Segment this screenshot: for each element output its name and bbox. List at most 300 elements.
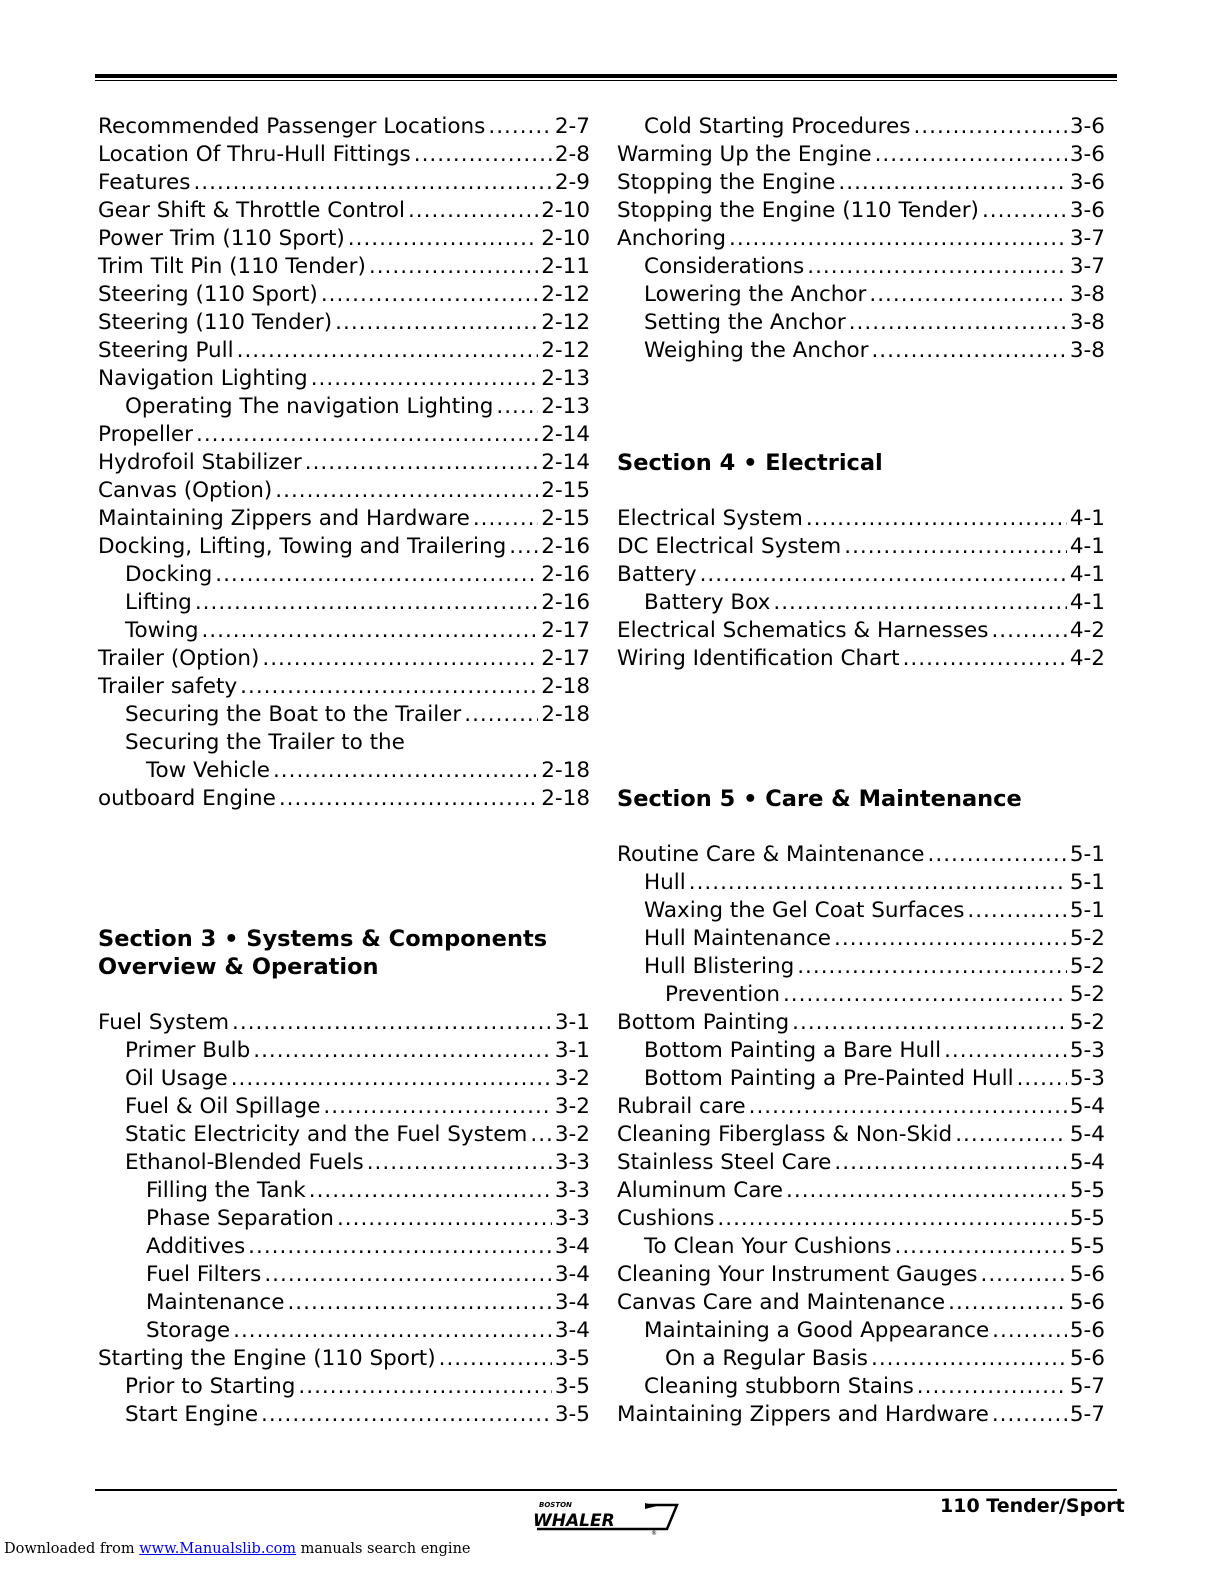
dot-leader [903, 645, 1067, 673]
toc-entry[interactable] [98, 1093, 590, 1121]
toc-entry-title: Navigation Lighting [98, 366, 308, 391]
dot-leader [488, 113, 551, 141]
toc-entry[interactable] [617, 561, 1105, 589]
dot-leader [967, 897, 1066, 925]
toc-entry-title: Storage [146, 1318, 231, 1343]
toc-entry[interactable] [98, 365, 590, 393]
section-heading: Section 5 • Care & Maintenance [617, 786, 1022, 812]
dot-leader [335, 309, 538, 337]
toc-entry-title: Primer Bulb [125, 1038, 251, 1063]
toc-page-number: 2-7 [554, 114, 590, 139]
toc-page-number: 3-5 [554, 1402, 590, 1427]
toc-entry-title: Electrical Schematics & Harnesses [617, 618, 989, 643]
toc-entry-title: Recommended Passenger Locations [98, 114, 486, 139]
toc-entry[interactable] [98, 225, 590, 253]
toc-entry[interactable] [617, 113, 1105, 141]
toc-page-number: 5-1 [1069, 870, 1105, 895]
dot-leader [689, 869, 1067, 897]
toc-entry-title: Canvas (Option) [98, 478, 273, 503]
dot-leader [287, 1289, 551, 1317]
toc-page-number: 2-15 [541, 478, 590, 503]
toc-entry[interactable] [617, 1093, 1105, 1121]
toc-entry[interactable] [98, 505, 590, 533]
toc-entry-title: Cushions [617, 1206, 715, 1231]
dot-leader [749, 1093, 1067, 1121]
toc-page-number: 3-6 [1069, 114, 1105, 139]
spacer [617, 757, 1105, 785]
toc-entry-title: Towing [125, 618, 199, 643]
toc-entry[interactable] [617, 1401, 1105, 1429]
toc-left-column [98, 113, 590, 1429]
toc-entry-title: Start Engine [125, 1402, 259, 1427]
toc-page-number: 3-1 [554, 1010, 590, 1035]
dot-leader [201, 617, 538, 645]
section-heading: Section 4 • Electrical [617, 450, 883, 476]
toc-entry-title: Fuel & Oil Spillage [125, 1094, 321, 1119]
toc-page-number: 2-16 [541, 534, 590, 559]
toc-page-number: 3-2 [554, 1122, 590, 1147]
toc-entry[interactable] [98, 1009, 590, 1037]
toc-entry[interactable] [617, 1121, 1105, 1149]
spacer [617, 421, 1105, 449]
toc-entry-title: Operating The navigation Lighting [125, 394, 494, 419]
toc-page-number: 3-8 [1069, 338, 1105, 363]
dot-leader [792, 1009, 1067, 1037]
toc-entry[interactable] [98, 1121, 590, 1149]
toc-page-number: 3-2 [554, 1066, 590, 1091]
toc-entry[interactable] [617, 1205, 1105, 1233]
toc-entry[interactable] [617, 253, 1105, 281]
toc-page-number: 5-6 [1069, 1346, 1105, 1371]
toc-entry-title: Stopping the Engine (110 Tender) [617, 198, 979, 223]
dot-leader [311, 365, 539, 393]
toc-entry[interactable] [98, 281, 590, 309]
dot-leader [240, 673, 538, 701]
toc-entry[interactable] [98, 1317, 590, 1345]
dot-leader [992, 1401, 1067, 1429]
toc-entry[interactable] [98, 1205, 590, 1233]
toc-page-number: 3-6 [1069, 142, 1105, 167]
toc-entry[interactable] [98, 1065, 590, 1093]
toc-page-number: 5-4 [1069, 1094, 1105, 1119]
toc-page-number: 2-17 [541, 646, 590, 671]
toc-page-number: 3-1 [554, 1038, 590, 1063]
download-suffix: manuals search engine [300, 1541, 471, 1557]
toc-page-number: 3-8 [1069, 282, 1105, 307]
dot-leader [844, 533, 1067, 561]
toc-entry-title: Filling the Tank [146, 1178, 306, 1203]
dot-leader [871, 1345, 1067, 1373]
toc-page-number: 3-4 [554, 1290, 590, 1315]
toc-entry[interactable] [98, 1261, 590, 1289]
toc-page-number: 5-6 [1069, 1290, 1105, 1315]
dot-leader [797, 953, 1067, 981]
toc-entry[interactable] [617, 617, 1105, 645]
toc-entry-title: Prior to Starting [125, 1374, 296, 1399]
toc-entry-title: Docking [125, 562, 213, 587]
toc-entry[interactable] [98, 1177, 590, 1205]
toc-entry-title: Hull Blistering [644, 954, 795, 979]
toc-entry-title: Cleaning stubborn Stains [644, 1374, 914, 1399]
dot-leader [928, 841, 1067, 869]
spacer [617, 365, 1105, 393]
toc-entry[interactable] [617, 141, 1105, 169]
toc-entry-title: Propeller [98, 422, 193, 447]
toc-entry[interactable] [98, 673, 590, 701]
toc-entry-title: Electrical System [617, 506, 803, 531]
toc-entry[interactable] [98, 533, 590, 561]
toc-entry[interactable] [617, 281, 1105, 309]
toc-entry[interactable] [98, 421, 590, 449]
toc-entry[interactable] [617, 1289, 1105, 1317]
dot-leader [231, 1065, 552, 1093]
dot-leader [948, 1289, 1067, 1317]
toc-entry[interactable] [617, 925, 1105, 953]
toc-entry[interactable] [617, 1345, 1105, 1373]
dot-leader [369, 253, 538, 281]
manualslib-link[interactable]: www.Manualslib.com [139, 1541, 297, 1557]
toc-page-number: 5-5 [1069, 1234, 1105, 1259]
toc-entry[interactable] [617, 309, 1105, 337]
toc-entry-title: Starting the Engine (110 Sport) [98, 1346, 436, 1371]
toc-page-number: 4-1 [1069, 562, 1105, 587]
toc-entry-title: Docking, Lifting, Towing and Trailering [98, 534, 507, 559]
dot-leader [509, 533, 538, 561]
toc-entry-title: Anchoring [617, 226, 727, 251]
toc-entry[interactable] [98, 1037, 590, 1065]
dot-leader [530, 1121, 552, 1149]
toc-page-number: 3-5 [554, 1346, 590, 1371]
toc-entry[interactable] [617, 533, 1105, 561]
toc-entry[interactable] [98, 197, 590, 225]
toc-page-number: 3-3 [554, 1178, 590, 1203]
toc-entry-title: Phase Separation [146, 1206, 334, 1231]
toc-entry[interactable] [98, 477, 590, 505]
dot-leader [323, 1093, 551, 1121]
spacer [617, 477, 1105, 505]
toc-entry-title: Maintaining a Good Appearance [644, 1318, 990, 1343]
toc-entry[interactable] [617, 1317, 1105, 1345]
dot-leader [982, 197, 1067, 225]
toc-entry[interactable] [617, 841, 1105, 869]
spacer [98, 869, 590, 897]
toc-entry-title: Cold Starting Procedures [644, 114, 911, 139]
dot-leader [894, 1233, 1066, 1261]
dot-leader [196, 421, 538, 449]
dot-leader [992, 1317, 1067, 1345]
toc-entry[interactable] [98, 645, 590, 673]
toc-page-number: 5-2 [1069, 954, 1105, 979]
dot-leader [464, 701, 538, 729]
toc-page-number: 2-10 [541, 226, 590, 251]
toc-right-column [617, 113, 1105, 1429]
toc-entry-title: Lifting [125, 590, 192, 615]
dot-leader [807, 253, 1067, 281]
download-notice [4, 1541, 471, 1557]
toc-page-number: 3-4 [554, 1318, 590, 1343]
toc-entry-title: Weighing the Anchor [644, 338, 869, 363]
toc-entry[interactable] [617, 169, 1105, 197]
toc-page-number: 2-14 [541, 450, 590, 475]
dot-leader [981, 1261, 1067, 1289]
toc-page-number: 3-6 [1069, 170, 1105, 195]
toc-entry-title: Maintaining Zippers and Hardware [617, 1402, 989, 1427]
toc-entry-title: Cleaning Your Instrument Gauges [617, 1262, 978, 1287]
dot-leader [991, 617, 1066, 645]
toc-page-number: 2-18 [541, 674, 590, 699]
dot-leader [955, 1121, 1067, 1149]
dot-leader [264, 1261, 552, 1289]
toc-entry-title: To Clean Your Cushions [644, 1234, 892, 1259]
dot-leader [838, 169, 1066, 197]
toc-entry[interactable] [98, 1233, 590, 1261]
toc-entry[interactable] [617, 869, 1105, 897]
toc-page-number: 2-12 [541, 282, 590, 307]
toc-entry-title: Maintenance [146, 1290, 285, 1315]
toc-entry-title: Hull [644, 870, 686, 895]
dot-leader [237, 337, 539, 365]
dot-leader [232, 1009, 552, 1037]
toc-entry[interactable] [617, 589, 1105, 617]
dot-leader [321, 281, 538, 309]
toc-page-number: 4-2 [1069, 618, 1105, 643]
toc-entry[interactable] [617, 1373, 1105, 1401]
toc-entry-title: Steering (110 Sport) [98, 282, 318, 307]
toc-entry-title: Considerations [644, 254, 805, 279]
toc-entry[interactable] [98, 561, 590, 589]
toc-entry[interactable] [617, 1233, 1105, 1261]
toc-entry[interactable] [617, 1037, 1105, 1065]
toc-entry[interactable] [617, 981, 1105, 1009]
dot-leader [1017, 1065, 1067, 1093]
toc-entry-title: Fuel Filters [146, 1262, 262, 1287]
toc-entry-title: Maintaining Zippers and Hardware [98, 506, 470, 531]
toc-entry-title: Oil Usage [125, 1066, 228, 1091]
dot-leader [875, 141, 1067, 169]
toc-page-number: 5-4 [1069, 1122, 1105, 1147]
dot-leader [337, 1205, 552, 1233]
header-rule-thin [95, 80, 1117, 81]
toc-page-number: 2-15 [541, 506, 590, 531]
toc-entry[interactable] [98, 757, 590, 785]
toc-page-number: 2-17 [541, 618, 590, 643]
toc-page-number: 2-9 [554, 170, 590, 195]
toc-entry[interactable] [98, 113, 590, 141]
dot-leader [309, 1177, 552, 1205]
toc-entry[interactable] [98, 785, 590, 813]
toc-page-number: 5-2 [1069, 982, 1105, 1007]
toc-entry[interactable] [617, 225, 1105, 253]
dot-leader [233, 1317, 552, 1345]
download-prefix: Downloaded from [4, 1541, 135, 1557]
toc-entry-title: Stopping the Engine [617, 170, 836, 195]
toc-entry[interactable] [98, 589, 590, 617]
toc-entry-title: Cleaning Fiberglass & Non-Skid [617, 1122, 953, 1147]
toc-page-number: 3-4 [554, 1234, 590, 1259]
toc-entry[interactable] [617, 197, 1105, 225]
toc-page-number: 2-16 [541, 590, 590, 615]
toc-entry-title: outboard Engine [98, 786, 276, 811]
dot-leader [834, 925, 1067, 953]
toc-page-number: 2-8 [554, 142, 590, 167]
toc-entry[interactable] [617, 953, 1105, 981]
toc-page-number: 5-3 [1069, 1066, 1105, 1091]
toc-entry-title: Aluminum Care [617, 1178, 784, 1203]
toc-page-number: 5-6 [1069, 1262, 1105, 1287]
spacer [98, 813, 590, 841]
toc-page-number: 5-4 [1069, 1150, 1105, 1175]
toc-entry-title: Ethanol-Blended Fuels [125, 1150, 364, 1175]
toc-entry-title: Location Of Thru-Hull Fittings [98, 142, 411, 167]
toc-page-number: 2-16 [541, 562, 590, 587]
toc-entry[interactable] [98, 1345, 590, 1373]
toc-entry-title: Lowering the Anchor [644, 282, 867, 307]
dot-leader [729, 225, 1067, 253]
spacer [617, 393, 1105, 421]
toc-entry[interactable] [617, 1177, 1105, 1205]
toc-entry-title: Trim Tilt Pin (110 Tender) [98, 254, 366, 279]
toc-entry[interactable] [98, 1289, 590, 1317]
toc-entry[interactable] [98, 449, 590, 477]
dot-leader [273, 757, 538, 785]
toc-entry[interactable] [98, 141, 590, 169]
dot-leader [944, 1037, 1067, 1065]
toc-entry[interactable] [98, 393, 590, 421]
toc-page-number: 5-1 [1069, 842, 1105, 867]
toc-entry-title: Static Electricity and the Fuel System [125, 1122, 528, 1147]
toc-page-number: 5-2 [1069, 1010, 1105, 1035]
toc-entry-title: Prevention [665, 982, 780, 1007]
spacer [617, 701, 1105, 729]
toc-page-number: 3-7 [1069, 226, 1105, 251]
svg-text:BOSTON: BOSTON [539, 1501, 572, 1509]
toc-entry[interactable] [617, 1009, 1105, 1037]
dot-leader [806, 505, 1067, 533]
toc-entry[interactable] [98, 617, 590, 645]
footer-model-title: 110 Tender/Sport [940, 1495, 1125, 1517]
toc-entry-title: Waxing the Gel Coat Surfaces [644, 898, 965, 923]
toc-entry-title: Warming Up the Engine [617, 142, 872, 167]
toc-entry[interactable] [98, 701, 590, 729]
toc-entry-title: Hydrofoil Stabilizer [98, 450, 302, 475]
toc-page-number: 2-14 [541, 422, 590, 447]
toc-entry[interactable] [617, 1065, 1105, 1093]
dot-leader [473, 505, 538, 533]
dot-leader [913, 113, 1066, 141]
toc-entry-title: DC Electrical System [617, 534, 842, 559]
toc-entry-title: Canvas Care and Maintenance [617, 1290, 946, 1315]
boston-whaler-logo [527, 1497, 687, 1537]
dot-leader [700, 561, 1067, 589]
toc-page-number: 5-5 [1069, 1178, 1105, 1203]
toc-entry-title: Tow Vehicle [146, 758, 270, 783]
dot-leader [439, 1345, 552, 1373]
toc-page-number: 2-12 [541, 338, 590, 363]
toc-entry-title: Steering (110 Tender) [98, 310, 333, 335]
toc-page-number: 4-1 [1069, 590, 1105, 615]
dot-leader [253, 1037, 552, 1065]
dot-leader [348, 225, 538, 253]
toc-page-number: 5-6 [1069, 1318, 1105, 1343]
toc-entry[interactable] [98, 1373, 590, 1401]
spacer [617, 813, 1105, 841]
dot-leader [869, 281, 1066, 309]
dot-leader [248, 1233, 552, 1261]
toc-entry[interactable] [617, 1149, 1105, 1177]
toc-entry-title: Battery Box [644, 590, 771, 615]
toc-entry[interactable] [617, 897, 1105, 925]
toc-entry[interactable] [98, 169, 590, 197]
toc-entry-title: Steering Pull [98, 338, 234, 363]
toc-page-number: 3-4 [554, 1262, 590, 1287]
dot-leader [298, 1373, 551, 1401]
toc-entry-title: Gear Shift & Throttle Control [98, 198, 405, 223]
toc-page-number: 2-18 [541, 786, 590, 811]
toc-page-number: 2-18 [541, 702, 590, 727]
toc-entry[interactable] [617, 505, 1105, 533]
toc-page-number: 3-2 [554, 1094, 590, 1119]
dot-leader [305, 449, 538, 477]
toc-page-number: 4-2 [1069, 646, 1105, 671]
dot-leader [773, 589, 1066, 617]
toc-page-number: 2-13 [541, 394, 590, 419]
dot-leader [871, 337, 1066, 365]
svg-text:®: ® [651, 1530, 657, 1537]
toc-page-number: 3-8 [1069, 310, 1105, 335]
toc-entry-title: Fuel System [98, 1010, 230, 1035]
dot-leader [496, 393, 538, 421]
dot-leader [414, 141, 552, 169]
toc-page-number: 4-1 [1069, 506, 1105, 531]
dot-leader [193, 169, 551, 197]
toc-page-number: 3-3 [554, 1150, 590, 1175]
toc-entry-title: Wiring Identification Chart [617, 646, 900, 671]
dot-leader [261, 1401, 552, 1429]
toc-entry[interactable] [617, 1261, 1105, 1289]
toc-entry[interactable] [617, 337, 1105, 365]
toc-entry[interactable] [98, 337, 590, 365]
svg-text:WHALER: WHALER [533, 1511, 615, 1531]
spacer [98, 841, 590, 869]
toc-entry[interactable] [98, 253, 590, 281]
dot-leader [215, 561, 538, 589]
section-heading: Section 3 • Systems & Components [98, 926, 548, 952]
toc-entry-title: On a Regular Basis [665, 1346, 868, 1371]
toc-entry-title: Bottom Painting [617, 1010, 790, 1035]
toc-page-number: 3-5 [554, 1374, 590, 1399]
footer-rule [95, 1489, 1117, 1491]
dot-leader [262, 645, 538, 673]
spacer [98, 897, 590, 925]
toc-entry-title: Battery [617, 562, 697, 587]
toc-entry-title: Bottom Painting a Bare Hull [644, 1038, 942, 1063]
toc-page-number: 5-5 [1069, 1206, 1105, 1231]
toc-entry[interactable] [617, 645, 1105, 673]
toc-page-number: 3-6 [1069, 198, 1105, 223]
toc-page-number: 2-10 [541, 198, 590, 223]
toc-entry-title: Trailer (Option) [98, 646, 260, 671]
toc-page-number: 5-3 [1069, 1038, 1105, 1063]
spacer [617, 673, 1105, 701]
toc-page-number: 3-3 [554, 1206, 590, 1231]
toc-entry[interactable] [98, 309, 590, 337]
toc-entry[interactable] [98, 1401, 590, 1429]
dot-leader [275, 477, 538, 505]
dot-leader [717, 1205, 1066, 1233]
toc-page-number: 3-7 [1069, 254, 1105, 279]
toc-entry[interactable] [98, 1149, 590, 1177]
toc-entry-title: Hull Maintenance [644, 926, 832, 951]
